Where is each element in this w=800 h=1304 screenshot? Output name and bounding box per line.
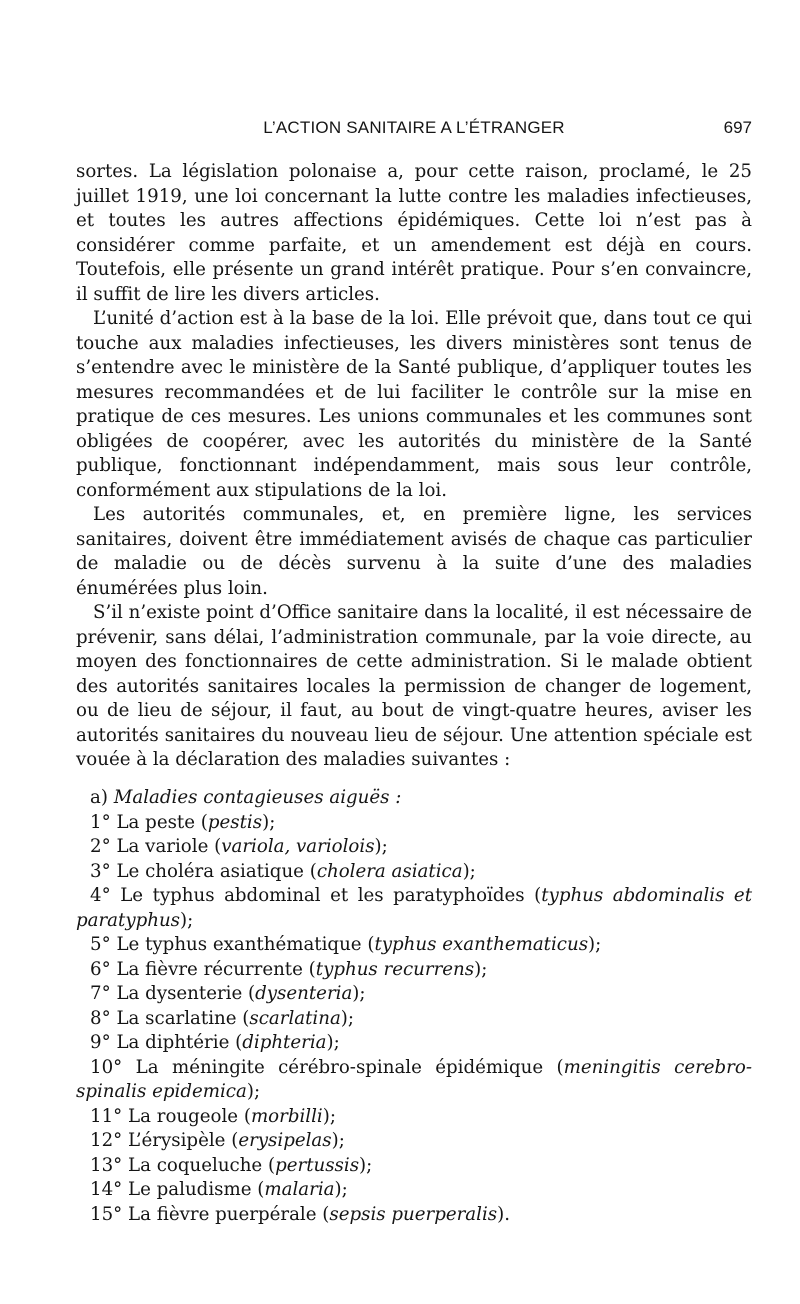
paragraph: S’il n’existe point d’Office sanitaire dans la localité, il est nécessaire de prévenir, sans délai, l’administration communale, par la voie directe, au moyen des fonctionnaires de cette administration. Si le malade obtient des autorités sanitaires locales la permission de changer de logement, ou de lieu de séjour, il faut, au bout de vingt-quatre heures, aviser les autorités sanitaires du nouveau lieu de séjour. Une attention spéciale est vouée à la déclaration des maladies suivantes :: [76, 602, 752, 770]
item-number: 6°: [90, 958, 111, 980]
item-end: ;: [347, 1007, 355, 1029]
item-end: ;: [341, 1179, 348, 1200]
running-title: L’ACTION SANITAIRE A L’ÉTRANGER: [263, 118, 565, 137]
list-item: 1° La peste (pestis);: [90, 811, 276, 833]
item-latin-name: variola, variolois: [221, 836, 375, 857]
item-latin-name: erysipelas: [238, 1130, 332, 1151]
list-heading-text: Maladies contagieuses aiguës :: [113, 787, 402, 808]
item-name: Le choléra asiatique: [116, 860, 304, 882]
item-latin-name: typhus abdominalis et paratyphus: [76, 885, 752, 931]
item-name: La fièvre puerpérale: [128, 1203, 317, 1225]
item-name: La coqueluche: [128, 1154, 263, 1176]
item-end: ;: [253, 1081, 261, 1102]
item-latin-name: sepsis puerperalis: [329, 1203, 498, 1225]
item-end: ;: [329, 1105, 336, 1127]
list-item: 15° La fièvre puerpérale (sepsis puerperalis).: [90, 1203, 511, 1225]
item-name: L’érysipèle: [128, 1130, 226, 1151]
list-item: 14° Le paludisme (malaria);: [90, 1179, 348, 1200]
item-number: 13°: [90, 1154, 123, 1176]
item-end: ;: [481, 958, 488, 980]
item-latin-name: diphteria: [242, 1032, 327, 1053]
list-item: 7° La dysenterie (dysenteria);: [90, 983, 366, 1004]
item-end: ;: [338, 1130, 345, 1151]
item-number: 12°: [90, 1130, 123, 1151]
list-item: 11° La rougeole (morbilli);: [90, 1105, 336, 1127]
item-end: ;: [359, 983, 366, 1004]
item-name: La méningite cérébro-spinale épidémique: [135, 1056, 544, 1078]
item-number: 10°: [90, 1056, 123, 1078]
item-latin-name: dysenteria: [255, 983, 353, 1004]
item-name: La peste: [116, 811, 195, 833]
list-item: 3° Le choléra asiatique (cholera asiatica);: [90, 860, 476, 882]
body-text: [76, 160, 752, 773]
paragraph: L’unité d’action est à la base de la loi. Elle prévoit que, dans tout ce qui touche aux maladies infectieuses, les divers ministères sont tenus de s’entendre avec le ministère de la Santé publique, d’appliquer toutes les mesures recommandées et de lui faciliter le contrôle sur la mise en pratique de ces mesures. Les unions communales et les communes sont obligées de coopérer, avec les autorités du ministère de la Santé publique, fonctionnant indépendamment, mais sous leur contrôle, conformément aux stipulations de la loi.: [76, 308, 752, 501]
item-name: Le paludisme: [128, 1179, 252, 1200]
list-item: 10° La méningite cérébro-spinale épidémique (meningitis cerebro-spinalis epidemica);: [76, 1056, 752, 1102]
list-heading: a) Maladies contagieuses aiguës :: [90, 787, 402, 808]
item-latin-name: scarlatina: [249, 1007, 341, 1029]
item-end: .: [504, 1203, 511, 1225]
item-latin-name: cholera asiatica: [316, 860, 463, 882]
list-item: 8° La scarlatine (scarlatina);: [90, 1007, 355, 1029]
item-end: ;: [381, 836, 388, 857]
item-number: 2°: [90, 836, 111, 857]
item-end: ;: [366, 1154, 373, 1176]
item-latin-name: typhus exanthematicus: [374, 934, 589, 955]
item-name: La dysenterie: [116, 983, 243, 1004]
list-item: 2° La variole (variola, variolois);: [90, 836, 388, 857]
item-latin-name: pertussis: [275, 1154, 360, 1176]
item-number: 1°: [90, 811, 111, 833]
item-end: ;: [187, 909, 194, 931]
item-number: 4°: [90, 885, 111, 906]
page-header: [76, 118, 752, 148]
list-item: 12° L’érysipèle (erysipelas);: [90, 1130, 345, 1151]
paragraph: Les autorités communales, et, en première ligne, les services sanitaires, doivent être immédiatement avisés de chaque cas particulier de maladie ou de décès survenu à la suite d’une des maladies énumérées plus loin.: [76, 504, 752, 599]
list-item: 4° Le typhus abdominal et les paratyphoïdes (typhus abdominalis et paratyphus);: [76, 885, 752, 931]
item-number: 7°: [90, 983, 111, 1004]
paragraph: sortes. La législation polonaise a, pour cette raison, proclamé, le 25 juillet 1919, une loi concernant la lutte contre les maladies infectieuses, et toutes les autres affections épidémiques. Cette loi n’est pas à considérer comme parfaite, et un amendement est déjà en cours. Toutefois, elle présente un grand intérêt pratique. Pour s’en convaincre, il suffit de lire les divers articles.: [76, 161, 752, 305]
item-name: La rougeole: [128, 1105, 239, 1127]
item-name: Le typhus abdominal et les paratyphoïdes: [120, 885, 525, 906]
item-end: ;: [269, 811, 276, 833]
list-items: [76, 811, 752, 1228]
item-name: La variole: [116, 836, 209, 857]
item-latin-name: malaria: [264, 1179, 335, 1200]
item-latin-name: pestis: [207, 811, 263, 833]
item-number: 5°: [90, 934, 111, 955]
item-end: ;: [333, 1032, 340, 1053]
item-name: La diphtérie: [116, 1032, 230, 1053]
item-latin-name: meningitis cerebro-spinalis epidemica: [76, 1056, 752, 1102]
list-item: 9° La diphtérie (diphteria);: [90, 1032, 340, 1053]
list-item: 5° Le typhus exanthématique (typhus exanthematicus);: [90, 934, 602, 955]
item-end: ;: [595, 934, 602, 955]
disease-list: [76, 786, 752, 1227]
list-item: 6° La fièvre récurrente (typhus recurrens);: [90, 958, 488, 980]
item-name: La scarlatine: [116, 1007, 237, 1029]
item-number: 3°: [90, 860, 111, 882]
item-name: Le typhus exanthématique: [116, 934, 362, 955]
item-number: 14°: [90, 1179, 123, 1200]
list-item: 13° La coqueluche (pertussis);: [90, 1154, 373, 1176]
item-name: La fièvre récurrente: [116, 958, 303, 980]
page-number: 697: [723, 118, 752, 137]
item-latin-name: typhus recurrens: [315, 958, 475, 980]
item-number: 8°: [90, 1007, 111, 1029]
item-number: 9°: [90, 1032, 111, 1053]
item-end: ;: [469, 860, 476, 882]
item-number: 15°: [90, 1203, 123, 1225]
item-latin-name: morbilli: [250, 1105, 323, 1127]
item-number: 11°: [90, 1105, 123, 1127]
